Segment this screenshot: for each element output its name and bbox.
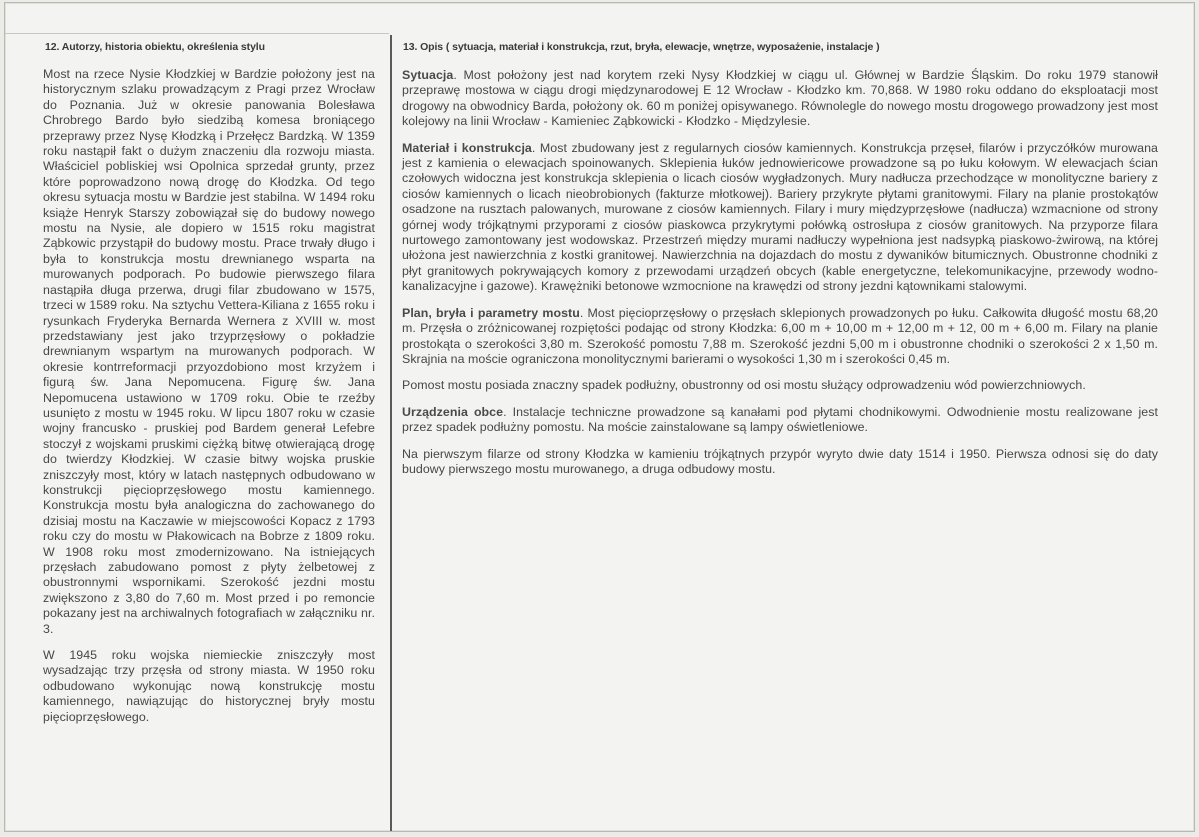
description-heading: 13. Opis ( sytuacja, materiał i konstrukcja, rzut, bryła, elewacje, wnętrze, wyposażenie, instalacje ): [403, 41, 880, 53]
section-utilities-lead: Urządzenia obce: [402, 404, 504, 419]
section-deck-text: Pomost mostu posiada znaczny spadek podłużny, obustronny od osi mostu służący odprowadzeniu wód powierzchniowych.: [402, 378, 1086, 393]
history-paragraph-2: W 1945 roku wojska niemieckie zniszczyły most wysadzając trzy przęsła od strony miasta. W 1950 roku odbudowano wykonując nową konstrukcję mostu kamiennego, nawiązując do historycznej bryły mostu pięcioprzęsłowego.: [43, 648, 375, 724]
section-utilities: [398, 405, 1158, 436]
section-utilities-text: . Instalacje techniczne prowadzone są kanałami pod płytami chodnikowymi. Odwodnienie mostu realizowane jest przez spadek podłużny pomostu. Na moście zainstalowane są lampy oświetleniowe.: [402, 404, 1158, 435]
document-sheet: [4, 2, 1195, 832]
section-situation-lead: Sytuacja: [402, 68, 454, 82]
section-material: [398, 141, 1158, 295]
history-heading: 12. Autorzy, historia obiektu, określenia stylu: [45, 41, 265, 53]
section-dates-text: Na pierwszym filarze od strony Kłodzka w kamieniu trójkątnych przypór wyryto dwie daty 1514 i 1950. Pierwsza odnosi się do daty budowy pierwszego mostu murowanego, a druga odbudowy mostu.: [402, 446, 1158, 476]
section-plan-lead: Plan, bryła i parametry mostu: [402, 305, 580, 320]
section-situation: [398, 68, 1158, 130]
column-divider: [390, 35, 392, 831]
section-material-lead: Materiał i konstrukcja: [402, 140, 532, 155]
section-situation-text: . Most położony jest nad korytem rzeki Nysy Kłodzkiej w ciągu ul. Głównej w Bardzie Śląskim. Do roku 1979 stanowił przeprawę mostowa w ciągu drogi międzynarodowej E 12 Wrocław - Kłodzko km. 70,868. W 1980 roku oddano do eksploatacji most drogowy na obwodnicy Barda, położony ok. 60 m poniżej opisywanego. Równolegle do nowego mostu drogowego prowadzony jest most kolejowy na linii Wrocław - Kamieniec Ząbkowicki - Kłodzko - Międzylesie.: [402, 68, 1158, 129]
description-column: [398, 41, 1158, 488]
section-dates: [398, 447, 1158, 478]
history-column: [35, 41, 375, 736]
history-paragraph-1: Most na rzece Nysie Kłodzkiej w Bardzie położony jest na historycznym szlaku prowadzącym z Pragi przez Wrocław do Poznania. Już w okresie panowania Bolesława Chrobrego Bardo było siedzibą komesa broniącego przeprawy przez Nysę Kłodzką i Przełęcz Bardzką. W 1359 roku nastąpił fakt o dużym znaczeniu dla rozwoju miasta. Właściciel pobliskiej wsi Opolnica sprzedał grunty, przez które poprowadzono nową drogę do Kłodzka. Od tego okresu sytuacja mostu w Bardzie jest stabilna. W 1494 roku książe Henryk Starszy zobowiązał się do budowy nowego mostu na Nysie, ale dopiero w 1515 roku magistrat Ząbkowic przystąpił do budowy mostu. Prace trwały długo i była to konstrukcja mostu drewnianego wsparta na murowanych podporach. Po budowie pierwszego filara nastąpiła długa przerwa, drugi filar zbudowano w 1575, trzeci w 1589 roku. Na sztychu Vettera-Kiliana z 1655 roku i rysunkach Fryderyka Bernarda Wernera z XVIII w. most przedstawiany jest jako trzyprzęsłowy o pokładzie drewnianym wspartym na murowanych podporach. W okresie kontrreformacji przyozdobiono most krzyżem i figurą św. Jana Nepomucena. Figurę św. Jana Nepomucena ustawiono w 1709 roku. Obie te rzeźby usunięto z mostu w 1945 roku. W lipcu 1807 roku w czasie wojny francusko - pruskiej pod Bardem generał Lefebre stoczył z wojskami pruskimi ciężką bitwę otwierającą drogę do twierdzy Kłodzkiej. W czasie bitwy wojska pruskie zniszczyły most, który w latach następnych odbudowano w konstrukcji pięcioprzęsłowego mostu kamiennego. Konstrukcja mostu była analogiczna do zachowanego do dzisiaj mostu na Kaczawie w miejscowości Kopacz z 1793 roku czy do mostu w Płakowicach na Bobrze z 1809 roku. W 1908 roku most zmodernizowano. Na istniejących przęsłach zabudowano pomost z płyty żelbetowej z obustronnymi wspornikami. Szerokość jezdni mostu zwiększono z 3,80 do 7,60 m. Most przed i po remoncie pokazany jest na archiwalnych fotografiach w załączniku nr. 3.: [43, 67, 375, 636]
section-deck: [398, 378, 1158, 393]
section-plan: [398, 306, 1158, 368]
header-rule: [5, 33, 389, 34]
section-material-text: . Most zbudowany jest z regularnych ciosów kamiennych. Konstrukcja przęseł, filarów i przyczółków murowana jest z kamienia o elewacjach spoinowanych. Sklepienia łuków jednowiericowe prowadzone są po łuku kołowym. W elewacjach ścian czołowych widoczna jest konstrukcja sklepienia o licach ciosów wygładzonych. Mury nadłucza przechodzące w monolityczne bariery z ciosów kamiennych o licach nieobrobionych (fakturze młotkowej). Bariery przykryte płytami granitowymi. Filary na planie prostokątów osadzone na rusztach palowanych, murowane z ciosów kamiennych. Filary i mury międzyprzęsłowe (nadłucza) wzmacnione od strony górnej wody trójkątnymi przyporami z ciosów piaskowca przykrytymi połówką ostrosłupa z ciosów granitowych. Na przyporze filara nurtowego zamontowany jest wodowskaz. Przestrzeń między murami nadłuczy wypełniona jest nadsypką piaskowo-żwirową, na której ułożona jest nawierzchnia z kostki granitowej. Nawierzchnia na dojazdach do mostu z dywaników bitumicznych. Obustronne chodniki z płyt granitowych pokrywających komory z przewodami urządzeń obcych (kable energetyczne, telekomunikacyjne, przewody wodno-kanalizacyjne i gazowe). Krawężniki betonowe wzmocnione na krawędzi od strony jezdni kątownikami stalowymi.: [402, 140, 1158, 294]
section-plan-text: . Most pięcioprzęsłowy o przęsłach sklepionych prowadzonych po łuku. Całkowita długość mostu 68,20 m. Przęsła o zróżnicowanej rozpiętości podając od strony Kłodzka: 6,00 m + 10,00 m + 12,00 m + 12, 00 m + 6,00 m. Filary na planie prostokąta o szerokości 3,80 m. Szerokość pomostu 7,88 m. Szerokość jezdni 5,00 m i obustronne chodniki o szerokości 2 x 1,50 m. Skrajnia na moście ograniczona monolitycznymi barierami o wysokości 1,30 m i szerokości 0,45 m.: [402, 305, 1158, 366]
